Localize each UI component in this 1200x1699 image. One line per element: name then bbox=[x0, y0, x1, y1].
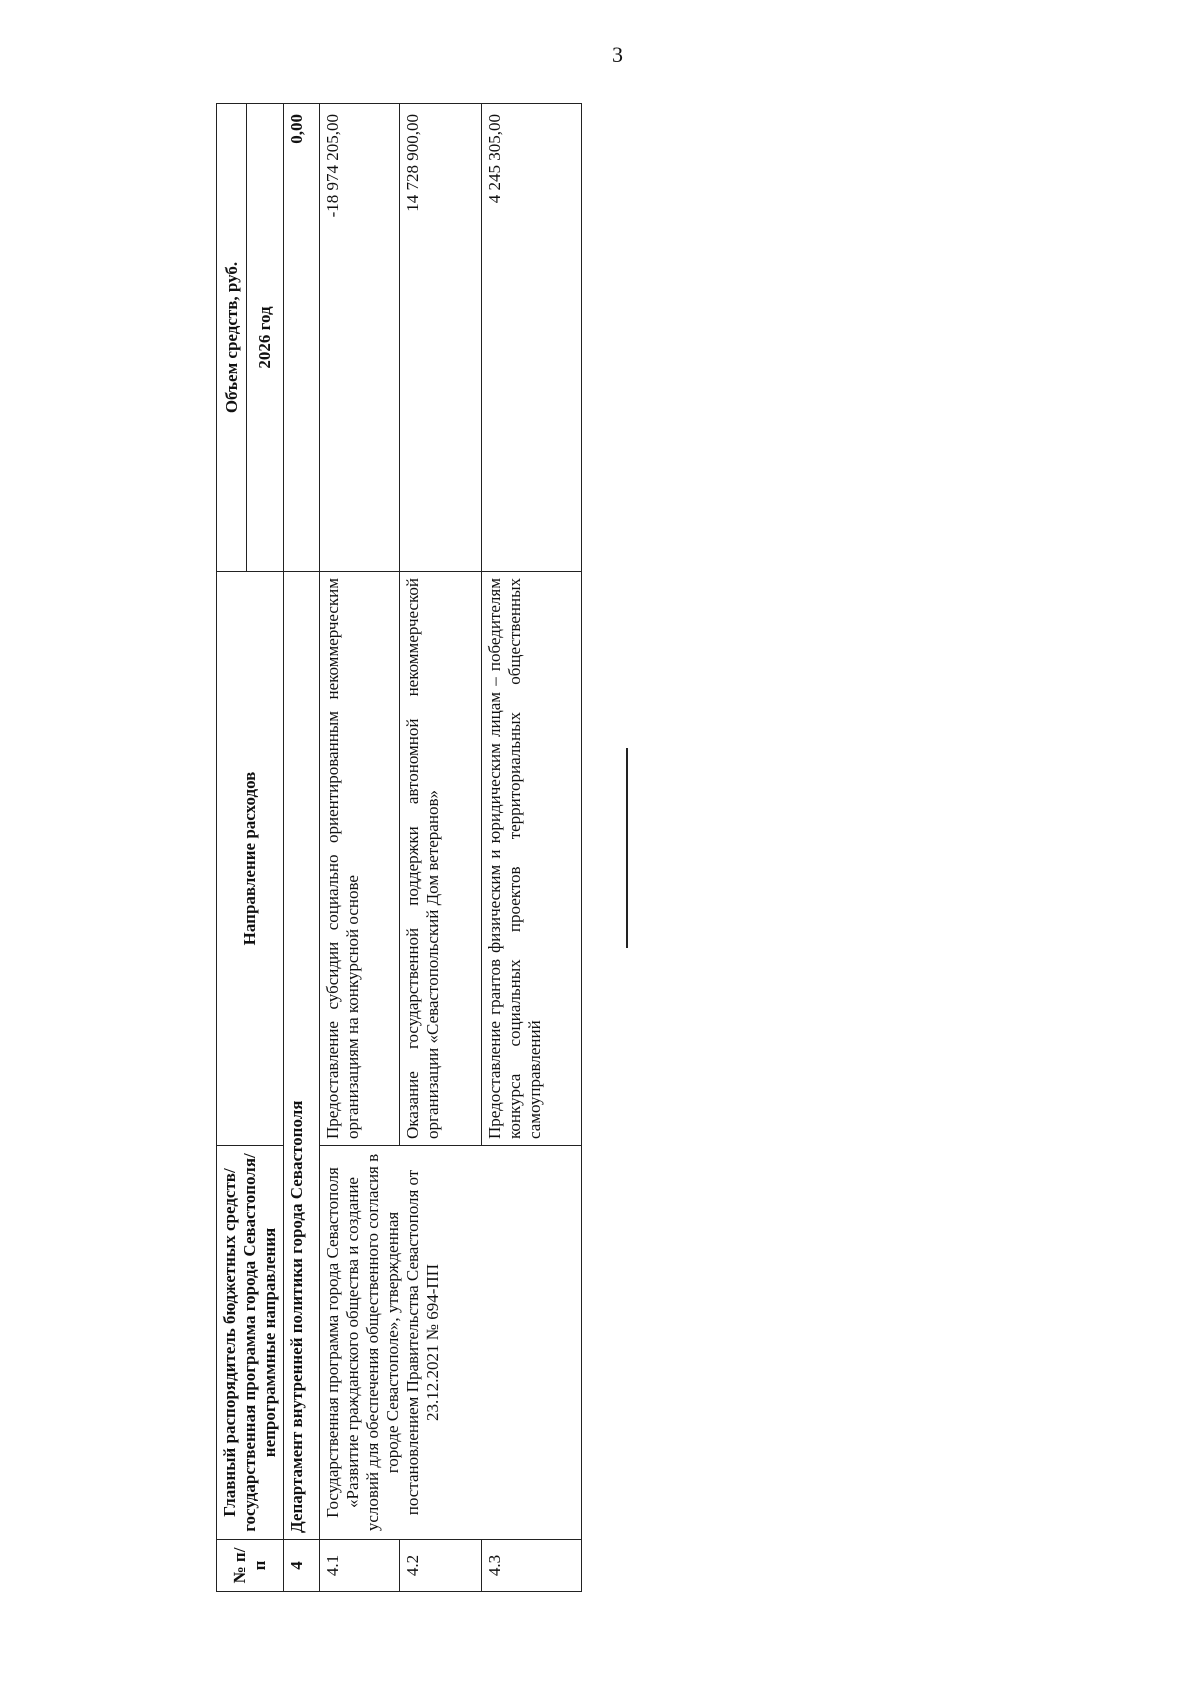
table-row bbox=[320, 104, 400, 1592]
dept-amount: 0,00 bbox=[284, 104, 320, 572]
header-year: 2026 год bbox=[247, 104, 284, 572]
separator-line bbox=[626, 748, 628, 948]
row-amount: 4 245 305,00 bbox=[482, 104, 582, 572]
budget-table-rotated bbox=[216, 104, 580, 1592]
row-direction: Оказание государственной поддержки автономной некоммерческой организации «Севастопольский Дом ветеранов» bbox=[400, 572, 482, 1146]
row-num: 4.2 bbox=[400, 1540, 482, 1592]
header-num: № п/п bbox=[217, 1540, 284, 1592]
budget-table bbox=[216, 103, 582, 1592]
program-cell: Государственная программа города Севастополя «Развитие гражданского общества и создание условий для обеспечения общественного согласия в городе Севастополе», утвержденная постановлением Правительства Севастополя от 23.12.2021 № 694-ПП bbox=[320, 1146, 582, 1540]
dept-row bbox=[284, 104, 320, 1592]
dept-name: Департамент внутренней политики города Севастополя bbox=[284, 572, 320, 1540]
header-volume: Объем средств, руб. bbox=[217, 104, 247, 572]
header-distributor: Главный распорядитель бюджетных средств/государственная программа города Севастополя/непрограммные направления bbox=[217, 1146, 284, 1540]
row-num: 4.3 bbox=[482, 1540, 582, 1592]
row-direction: Предоставление грантов физическим и юридическим лицам – победителям конкурса социальных проектов территориальных общественных самоуправлений bbox=[482, 572, 582, 1146]
header-row bbox=[217, 104, 247, 1592]
page-number: 3 bbox=[612, 42, 623, 67]
row-num: 4.1 bbox=[320, 1540, 400, 1592]
row-direction: Предоставление субсидии социально ориентированным некоммерческим организациям на конкурсной основе bbox=[320, 572, 400, 1146]
row-amount: -18 974 205,00 bbox=[320, 104, 400, 572]
header-direction: Направление расходов bbox=[217, 572, 284, 1146]
dept-num: 4 bbox=[284, 1540, 320, 1592]
row-amount: 14 728 900,00 bbox=[400, 104, 482, 572]
